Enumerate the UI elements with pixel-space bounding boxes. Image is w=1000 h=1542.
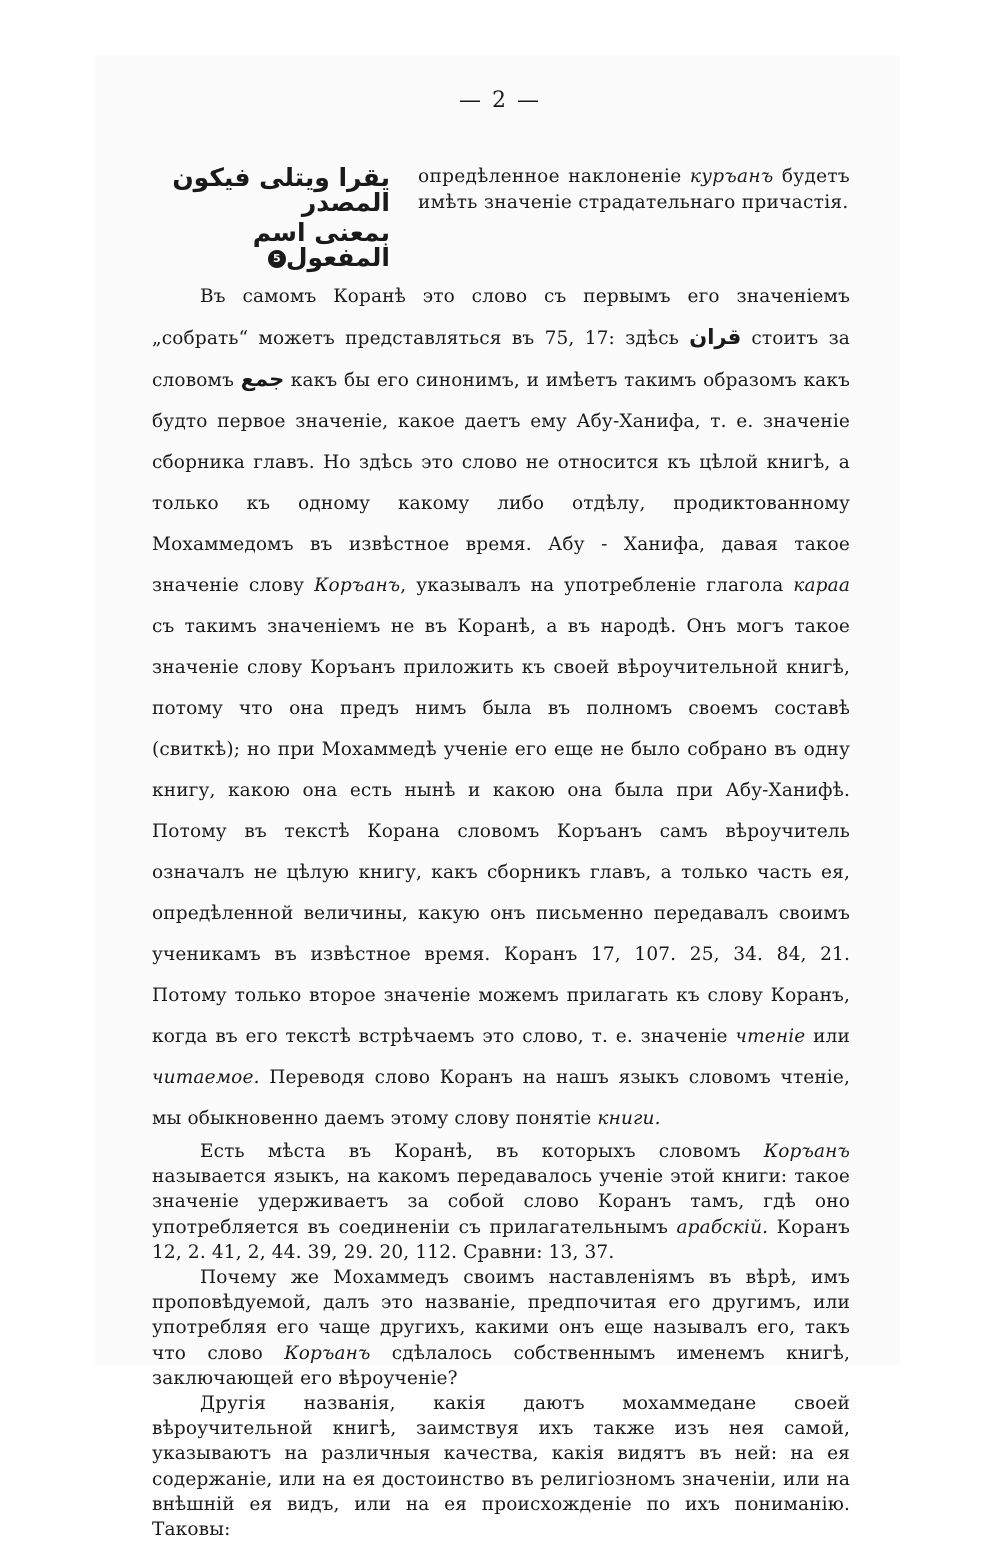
text-run: называется языкъ, на какомъ передавалось ученіе этой книги: такое значеніе удерживаетъ за собой слово Коранъ тамъ, гдѣ оно употребляется въ соединеніи съ прилагательнымъ xyxy=(152,1166,850,1238)
arabic-word: جمع xyxy=(240,367,285,391)
text-run: Есть мѣста въ Коранѣ, въ которыхъ словомъ xyxy=(200,1141,764,1162)
italic-term: Коръанъ xyxy=(284,1342,371,1364)
italic-term: читаемое. xyxy=(152,1067,260,1088)
intro-text-part: опредѣленное наклоненіе xyxy=(418,166,690,187)
text-run: Въ самомъ Коранѣ это слово съ первымъ его значеніемъ „собрать“ можетъ представляться въ 75, 17: здѣсь xyxy=(152,286,850,349)
text-run: стоитъ за словомъ xyxy=(152,328,850,391)
page-number: — 2 — xyxy=(459,88,541,113)
intro-text-part: будетъ имѣть значеніе страдательнаго причастія. xyxy=(418,166,850,213)
italic-term: арабскій. xyxy=(676,1216,769,1238)
italic-term: Коръанъ xyxy=(763,1141,850,1162)
italic-term: Коръанъ xyxy=(314,575,401,596)
arabic-quote-line-1: يقرا ويتلى فيكون المصدر xyxy=(172,163,390,217)
intro-term: куръанъ xyxy=(689,166,774,187)
text-run: съ такимъ значеніемъ не въ Коранѣ, а въ народѣ. Онъ могъ такое значеніе слову Коръанъ приложить къ своей вѣроучительной книгѣ, потому что она предъ нимъ была въ полномъ своемъ составѣ (свиткѣ); но при Мохаммедѣ ученіе его еще не было собрано въ одну книгу, какою она есть нынѣ и какою она была при Абу-Ханифѣ. Потому въ текстѣ Корана словомъ Коръанъ самъ вѣроучитель означалъ не цѣлую книгу, какъ сборникъ главъ, а только часть ея, опредѣленной величины, какую онъ письменно передавалъ своимъ ученикамъ въ извѣстное время. Коранъ 17, 107. 25, 34. 84, 21. Потому только второе значеніе можемъ прилагать къ слову Коранъ, когда въ его текстѣ встрѣчаемъ это слово, т. е. значеніе xyxy=(152,616,850,1047)
paragraph-1 xyxy=(152,276,850,1139)
text-run: сдѣлалось собственнымъ именемъ книгѣ, заключающей его вѣроученіе? xyxy=(152,1342,851,1389)
italic-term: чтеніе xyxy=(735,1026,806,1047)
italic-term: книги. xyxy=(597,1108,661,1129)
paragraph-2 xyxy=(152,1139,850,1265)
text-run: Почему же Мохаммедъ своимъ наставленіямъ въ вѣрѣ, имъ проповѣдуемой, далъ это названіе, предпочитая его другимъ, или употребляя его чаще другихъ, какими онъ еще называлъ его, такъ что слово xyxy=(152,1267,850,1364)
footnote-marker: 5 xyxy=(268,250,286,268)
text-run: Коранъ 12, 2. 41, 2, 44. 39, 29. 20, 112. Сравни: 13, 37. xyxy=(152,1216,850,1263)
text-run: Другія названія, какія даютъ мохаммедане своей вѣроучительной книгѣ, заимствуя ихъ также изъ нея самой, указываютъ на различныя качества, какія видятъ въ ней: на ея содержаніе, или на ея достоинство въ религіозномъ значеніи, или на внѣшній ея видъ, или на ея происхожденіе по ихъ пониманію. Таковы: xyxy=(152,1393,850,1541)
arabic-quote-line-2-text: بمعنى اسم المفعول xyxy=(252,218,390,272)
text-run: Переводя слово Коранъ на нашъ языкъ словомъ чтеніе, мы обыкновенно даемъ этому слову понятіе xyxy=(152,1067,850,1129)
paragraph-3 xyxy=(152,1265,850,1391)
arabic-word: قران xyxy=(689,325,742,349)
intro-text xyxy=(418,164,850,216)
text-run: , указывалъ на употребленіе глагола xyxy=(400,575,794,596)
paragraph-4 xyxy=(152,1391,850,1542)
text-run: или xyxy=(805,1026,850,1047)
italic-term: караа xyxy=(793,575,850,596)
text-run: какъ бы его синонимъ, и имѣетъ такимъ образомъ какъ будто первое значеніе, какое даетъ ему Абу-Ханифа, т. е. значеніе сборника главъ. Но здѣсь это слово не относится къ цѣлой книгѣ, а только къ одному какому либо отдѣлу, продиктованному Мохаммедомъ въ извѣстное время. Абу - Ханифа, давая такое значеніе слову xyxy=(152,370,850,596)
body-text xyxy=(152,276,850,1542)
arabic-quote-line-2 xyxy=(150,220,390,270)
